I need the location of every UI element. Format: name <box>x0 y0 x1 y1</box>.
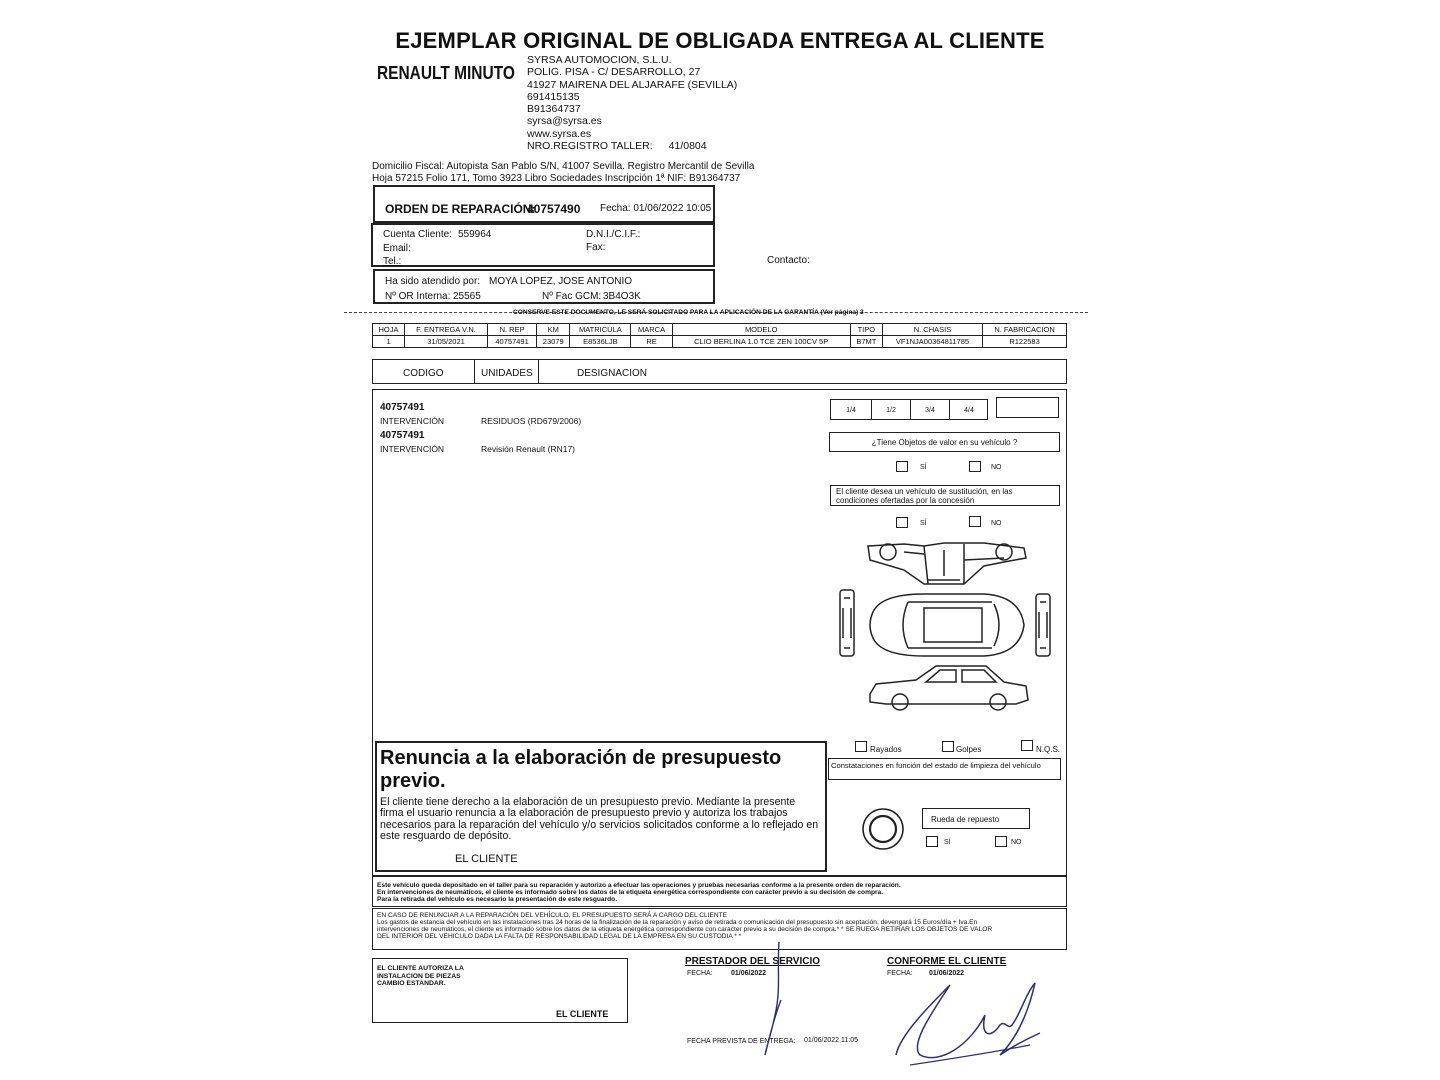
header-hoja: HOJA <box>373 324 405 336</box>
golpes-checkbox[interactable] <box>942 741 954 752</box>
company-email: syrsa@syrsa.es <box>527 115 602 128</box>
value-modelo: CLIO BERLINA 1.0 TCE ZEN 100CV 5P <box>672 336 850 348</box>
cuenta-value: 559964 <box>458 229 492 240</box>
value-fabricacion: R122583 <box>983 336 1067 348</box>
value-nrep: 40757491 <box>488 336 537 348</box>
value-km: 23079 <box>537 336 570 348</box>
fuel-1-2: 1/2 <box>886 407 896 414</box>
header-nrep: N. REP <box>488 324 537 336</box>
renuncia-cliente: EL CLIENTE <box>455 853 518 865</box>
or-interna-label: Nº OR Interna: <box>385 291 451 302</box>
registro-value: 41/0804 <box>668 140 707 153</box>
fuel-1-4: 1/4 <box>846 407 856 414</box>
cuenta-label: Cuenta Cliente: <box>383 229 452 240</box>
order-box <box>373 185 715 223</box>
header-km: KM <box>537 324 570 336</box>
valuables-no-label: NO <box>991 464 1002 471</box>
dni-label: D.N.I./C.I.F.: <box>586 229 641 240</box>
deposit-line-2: En intervenciones de neumáticos, el cliente es informado sobre los datos de la etiqueta energética correspondiente con carácter previo a su decisión de compra. <box>377 889 884 896</box>
items-header <box>372 359 1067 384</box>
rueda-box <box>922 808 1030 829</box>
header-unidades: UNIDADES <box>481 368 533 379</box>
autoriza-box <box>372 958 628 1023</box>
prestador-fecha-label: FECHA: <box>687 970 713 977</box>
header-matricula: MATRICULA <box>570 324 631 336</box>
constataciones-text: Constataciones en función del estado de limpieza del vehículo <box>831 761 1041 770</box>
conforme-fecha-label: FECHA: <box>887 970 913 977</box>
prevista-value: 01/06/2022 11:05 <box>804 1037 858 1044</box>
header-fabricacion: N. FABRICACION <box>983 324 1067 336</box>
header-designacion: DESIGNACION <box>577 368 648 379</box>
renunciar-line-2: Los gastos de estancia del vehículo en las instalaciones tras 24 horas de la finalización de la reparación y aviso de retirada o comunicación del presupuesto sin aceptación, devengará 15 Euros/día + Iva.En <box>377 919 978 926</box>
sustitucion-no-checkbox[interactable] <box>969 516 981 527</box>
vehicle-table <box>372 323 1067 348</box>
car-side-view-bottom <box>866 664 1030 712</box>
order-date: Fecha: 01/06/2022 10:05 <box>600 203 712 214</box>
prevista-label: FECHA PREVISTA DE ENTREGA: <box>687 1038 796 1045</box>
value-entrega: 31/05/2021 <box>405 336 488 348</box>
header-modelo: MODELO <box>672 324 850 336</box>
sustitucion-no-label: NO <box>991 520 1002 527</box>
tel-line <box>403 266 713 267</box>
header-entrega: F. ENTREGA V.N. <box>405 324 488 336</box>
valuables-no-checkbox[interactable] <box>969 461 981 472</box>
fax-label: Fax: <box>586 242 606 253</box>
renunciar-line-1: EN CASO DE RENUNCIAR A LA REPARACIÓN DEL VEHÍCULO, EL PRESUPUESTO SERÁ A CARGO DEL CLIENTE <box>377 912 728 919</box>
value-chasis: VF1NJA00364811785 <box>882 336 982 348</box>
autoriza-cliente: EL CLIENTE <box>556 1009 609 1019</box>
header-chasis: N. CHASIS <box>882 324 982 336</box>
sustitucion-question: El cliente desea un vehículo de sustitución, en las condiciones ofertadas por la concesión <box>836 487 1013 505</box>
company-street: POLIG. PISA - C/ DESARROLLO, 27 <box>527 66 701 79</box>
sustitucion-si-label: SÍ <box>920 520 927 527</box>
spare-wheel-icon <box>860 806 906 852</box>
value-matricula: E8536LJB <box>570 336 631 348</box>
deposit-box <box>372 876 1067 907</box>
fuel-4-4: 4/4 <box>964 407 974 414</box>
header-tipo: TIPO <box>850 324 882 336</box>
item-type: INTERVENCIÓN <box>380 416 445 426</box>
renunciar-box <box>372 908 1067 950</box>
renuncia-title: Renuncia a la elaboración de presupuesto previo. <box>380 747 782 792</box>
renault-minuto-logo: RENAULT MINUTO <box>377 63 515 83</box>
value-hoja: 1 <box>373 336 405 348</box>
fiscal-address <box>372 161 754 184</box>
value-marca: RE <box>631 336 672 348</box>
item-type: INTERVENCIÓN <box>380 444 445 454</box>
fac-gcm-label: Nº Fac GCM: <box>542 291 602 302</box>
order-label: ORDEN DE REPARACIÓN: <box>385 202 536 216</box>
order-number: 40757490 <box>527 202 581 216</box>
valuables-si-label: SÍ <box>920 464 927 471</box>
conforme-fecha: 01/06/2022 <box>929 970 965 977</box>
sustitucion-box <box>830 485 1060 506</box>
attended-box <box>373 269 715 304</box>
renuncia-text: El cliente tiene derecho a la elaboración de un presupuesto previo. Mediante la presente firma el usuario renuncia a la elaboración de presupuesto previo y autoriza los trabajos necesarios para la reparación del vehículo y/o servicios solicitados conforme a lo reflejado en este resguardo de depósito. <box>380 796 819 842</box>
prestador-fecha: 01/06/2022 <box>731 970 767 977</box>
rueda-no-label: NO <box>1011 839 1022 846</box>
nqs-label: N.Q.S. <box>1036 745 1061 754</box>
deposit-line-1: Este vehículo queda depositado en el taller para su reparación y autorizo a efectuar las operaciones y pruebas necesarias conforme a la presente orden de reparación. <box>377 882 901 889</box>
autoriza-text: EL CLIENTE AUTORIZA LA INSTALACION DE PIEZAS CAMBIO ESTANDAR. <box>377 965 464 987</box>
renunciar-line-4: DEL INTERIOR DEL VEHICULO DADA LA FALTA DE RESPONSABILIDAD LEGAL DE LA EMPRESA EN SU CUSTODIA * * <box>377 933 742 940</box>
company-phone: 691415135 <box>527 90 580 103</box>
cliente-signature <box>890 975 1050 1075</box>
value-tipo: B7MT <box>850 336 882 348</box>
item-code: 40757491 <box>380 402 425 413</box>
company-nif: B91364737 <box>527 103 581 116</box>
fiscal-line-1: Domicilio Fiscal: Autopista San Pablo S/N, 41007 Sevilla. Registro Mercantil de Sevilla <box>372 161 755 172</box>
car-front-view <box>1034 592 1052 658</box>
company-web: www.syrsa.es <box>527 127 592 140</box>
rueda-no-checkbox[interactable] <box>995 836 1007 847</box>
item-desc: RESIDUOS (RD679/2006) <box>481 416 582 426</box>
rueda-label: Rueda de repuesto <box>931 815 1000 824</box>
prestador-title: PRESTADOR DEL SERVICIO <box>685 956 821 967</box>
fuel-gauge <box>830 399 988 420</box>
company-city: 41927 MAIRENA DEL ALJARAFE (SEVILLA) <box>527 78 738 91</box>
company-address <box>527 54 737 152</box>
prestador-signature <box>755 940 795 1060</box>
nqs-checkbox[interactable] <box>1021 740 1033 751</box>
vehicle-header-row <box>373 324 1067 336</box>
registro-label: NRO.REGISTRO TALLER: <box>527 140 653 153</box>
header-marca: MARCA <box>631 324 672 336</box>
attended-label: Ha sido atendido por: <box>385 276 481 287</box>
valuables-si-checkbox[interactable] <box>896 461 908 472</box>
item-code: 40757491 <box>380 430 425 441</box>
valuables-question: ¿Tiene Objetos de valor en su vehículo ? <box>871 438 1018 447</box>
tel-label: Tel.: <box>383 256 402 267</box>
document-title: EJEMPLAR ORIGINAL DE OBLIGADA ENTREGA AL CLIENTE <box>395 28 1045 53</box>
car-top-view <box>864 590 1028 660</box>
item-desc: Revisión Renault (RN17) <box>481 444 576 454</box>
renuncia-box <box>375 741 827 872</box>
sustitucion-si-checkbox[interactable] <box>896 517 908 528</box>
valuables-question-box <box>829 432 1060 452</box>
car-side-view-top <box>864 540 1030 588</box>
km-box <box>996 397 1059 418</box>
rueda-si-checkbox[interactable] <box>926 836 938 847</box>
col-divider <box>474 360 475 383</box>
fuel-3-4: 3/4 <box>925 407 935 414</box>
deposit-line-3: Para la retirada del vehículo es necesario la presentación de este resguardo. <box>377 896 618 903</box>
golpes-label: Golpes <box>956 745 982 754</box>
header-codigo: CODIGO <box>403 368 444 379</box>
attended-value: MOYA LOPEZ, JOSE ANTONIO <box>489 276 632 287</box>
conserve-notice: CONSERVE ESTE DOCUMENTO, LE SERÁ SOLICITADO PARA LA APLICACIÓN DE LA GARANTÍA (Ver página) 3 <box>513 309 864 316</box>
rueda-si-label: SÍ <box>944 839 951 846</box>
rayados-label: Rayados <box>870 745 902 754</box>
col-divider <box>538 360 539 383</box>
renunciar-line-3: intervenciones de neumáticos, el cliente es informado sobre los datos de la etiqueta energética correspondiente con carácter previo a su decisión de compra.* * SE RUEGA RETIRAR LOS OBJETOS DE VALOR <box>377 926 993 933</box>
vehicle-value-row <box>373 336 1067 348</box>
client-box <box>371 223 715 267</box>
rayados-checkbox[interactable] <box>855 741 867 752</box>
car-rear-view <box>838 588 856 658</box>
conforme-title: CONFORME EL CLIENTE <box>887 956 1007 967</box>
email-label: Email: <box>383 243 411 254</box>
fac-gcm-value: 3B4O3K <box>603 291 641 302</box>
contacto-label: Contacto: <box>767 255 810 266</box>
fiscal-line-2: Hoja 57215 Folio 171, Tomo 3923 Libro Sociedades Inscripción 1ª NIF: B91364737 <box>372 172 741 184</box>
or-interna-value: 25565 <box>453 291 481 302</box>
constataciones-box <box>828 758 1061 780</box>
company-name: SYRSA AUTOMOCION, S.L.U. <box>527 54 672 66</box>
